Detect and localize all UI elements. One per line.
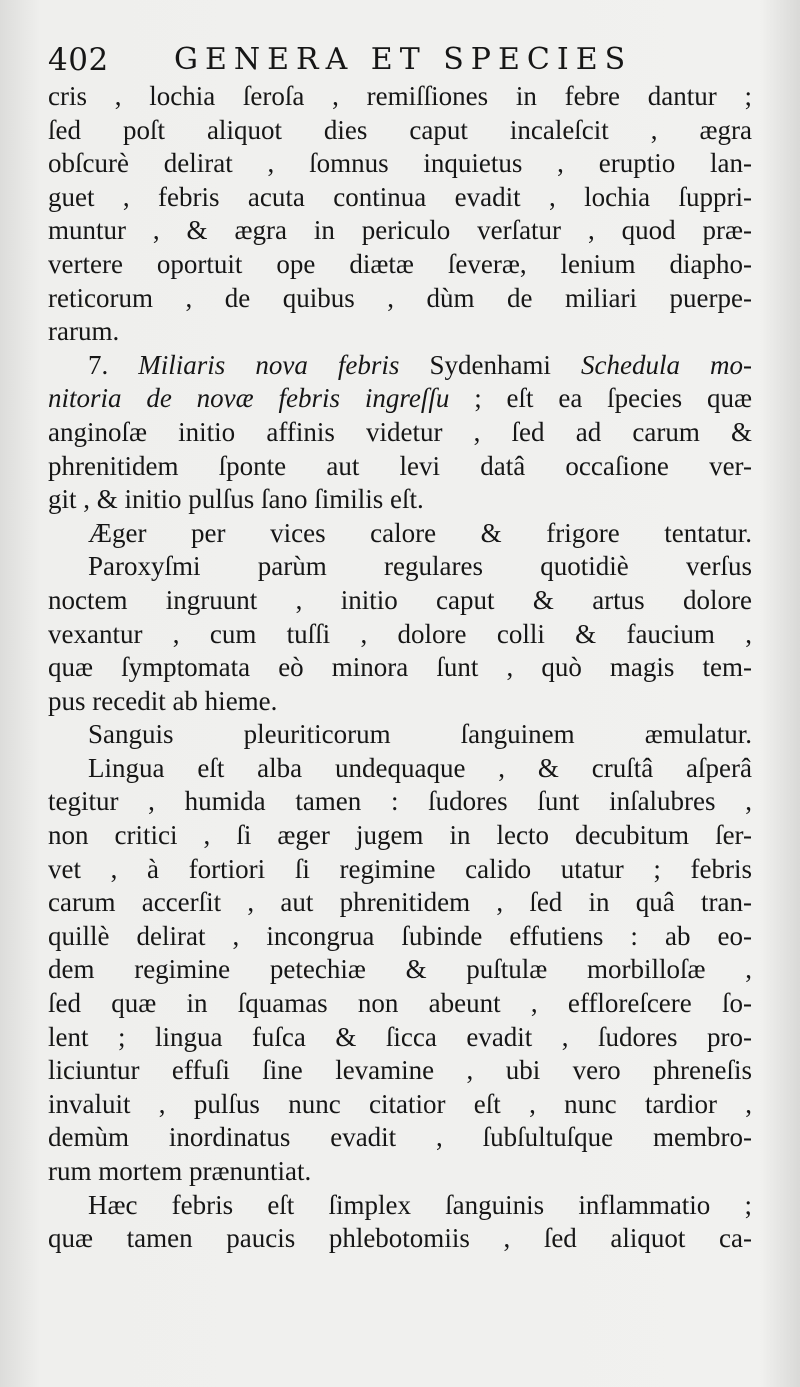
text-line: quæ ſymptomata eò minora ſunt , quò magis tem-	[48, 652, 752, 683]
text-line: vet , à fortiori ſi regimine calido utatur ; febris	[48, 853, 752, 884]
text-line: reticorum , de quibus , dùm de miliari puerpe-	[48, 282, 752, 313]
text-line: non critici , ſi æger jugem in lecto decubitum ſer-	[48, 820, 752, 851]
text-line: vexantur , cum tuſſi , dolore colli & faucium ,	[48, 618, 752, 649]
italic-span: nitoria de novæ febris ingreſſu	[48, 383, 450, 414]
text-line: liciuntur effuſi ſine levamine , ubi vero phreneſis	[48, 1055, 752, 1086]
text-line: pus recedit ab hieme.	[48, 685, 278, 716]
text-line: quillè delirat , incongrua ſubinde effutiens : ab eo-	[48, 920, 752, 951]
text-line: rarum.	[48, 316, 120, 347]
text-line: lent ; lingua fuſca & ſicca evadit , ſudores pro-	[48, 1021, 752, 1052]
text-line: git , & initio pulſus ſano ſimilis eſt.	[48, 484, 424, 515]
text-line: ſed poſt aliquot dies caput incaleſcit , ægra	[48, 114, 752, 145]
text-line: ſed quæ in ſquamas non abeunt , effloreſcere ſo-	[48, 988, 752, 1019]
italic-span: Miliaris nova febris	[138, 349, 400, 380]
text-line	[48, 349, 752, 383]
text-span: Sydenhami	[399, 349, 581, 380]
text-line: rum mortem prænuntiat.	[48, 1156, 312, 1186]
text-line: guet , febris acuta continua evadit , lochia ſuppri-	[48, 181, 752, 212]
page-header	[48, 40, 748, 84]
body-text	[48, 80, 752, 1256]
text-line: phrenitidem ſponte aut levi datâ occaſione ver-	[48, 450, 752, 481]
text-line: demùm inordinatus evadit , ſubſultuſque membro-	[48, 1122, 752, 1153]
text-line: dem regimine petechiæ & puſtulæ morbilloſæ ,	[48, 954, 752, 985]
text-line: carum accerſit , aut phrenitidem , ſed in quâ tran-	[48, 887, 752, 918]
text-line: Sanguis pleuriticorum ſanguinem æmulatur.	[88, 719, 752, 750]
text-line: anginoſæ initio affinis videtur , ſed ad carum &	[48, 416, 752, 447]
text-span: ; eſt ea ſpecies quæ	[449, 383, 752, 414]
page-number: 402	[48, 42, 109, 78]
text-line: invaluit , pulſus nunc citatior eſt , nunc tardior ,	[48, 1088, 752, 1119]
text-line: Lingua eſt alba undequaque , & cruſtâ aſperâ	[88, 752, 752, 783]
text-line: muntur , & ægra in periculo verſatur , quod præ-	[48, 215, 752, 246]
text-line: Æger per vices calore & frigore tentatur.	[88, 517, 752, 548]
text-line: Paroxyſmi parùm regulares quotidiè verſus	[88, 551, 752, 582]
text-line: tegitur , humida tamen : ſudores ſunt inſalubres ,	[48, 786, 752, 817]
text-line: Hæc febris eſt ſimplex ſanguinis inflammatio ;	[88, 1189, 752, 1220]
italic-span: Schedula mo-	[580, 349, 752, 380]
text-span: 7.	[88, 349, 139, 380]
text-line: vertere oportuit ope diætæ ſeveræ, lenium diapho-	[48, 248, 752, 279]
text-line: quæ tamen paucis phlebotomiis , ſed aliquot ca-	[48, 1223, 752, 1254]
running-title: GENERA ET SPECIES	[174, 42, 633, 77]
text-line: obſcurè delirat , ſomnus inquietus , eruptio lan-	[48, 148, 752, 179]
text-line: noctem ingruunt , initio caput & artus dolore	[48, 584, 752, 615]
text-line: cris , lochia ſeroſa , remiſſiones in febre dantur ;	[48, 81, 752, 111]
text-line	[48, 382, 752, 416]
